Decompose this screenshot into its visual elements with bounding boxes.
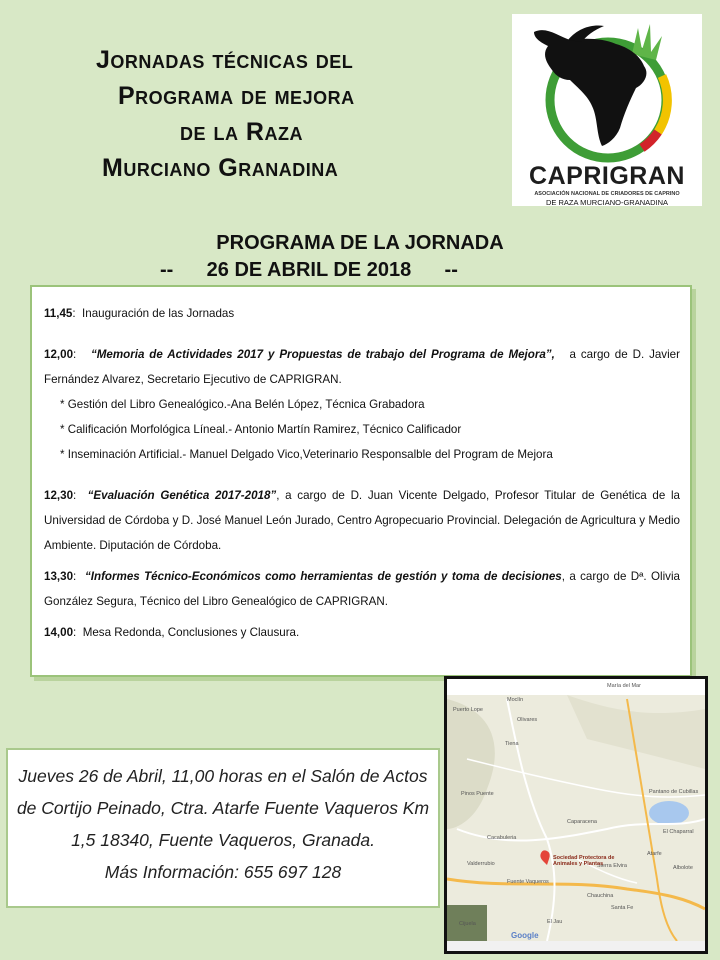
map-label: El Chaparral: [663, 829, 694, 835]
map-label: Valderrubio: [467, 861, 495, 867]
info-line: 1,5 18340, Fuente Vaqueros, Granada.: [71, 830, 375, 850]
logo-subtitle: ASOCIACIÓN NACIONAL DE CRIADORES DE CAPRINO: [534, 191, 680, 197]
map-label: Albolote: [673, 865, 693, 871]
event-location-info: [6, 748, 440, 908]
speaker-bullet: * Inseminación Artificial.- Manuel Delgado Vico,Veterinario Responsalble del Program de Mejora: [60, 448, 553, 461]
map-label: Santa Fe: [611, 905, 634, 911]
item-text: Inauguración de las Jornadas: [82, 307, 235, 320]
info-line: de Cortijo Peinado, Ctra. Atarfe Fuente Vaqueros Km: [16, 798, 430, 818]
map-label: El Jau: [547, 919, 563, 925]
title-line: de la Raza: [180, 118, 303, 146]
title-line: Programa de mejora: [118, 82, 355, 110]
caprigran-logo: [512, 14, 702, 206]
item-title: “Memoria de Actividades 2017 y Propuestas de trabajo del Programa de Mejora”,: [90, 348, 555, 361]
item-text: , a cargo de Dª. Olivia González Segura, Técnico del Libro Genealógico de CAPRIGRAN.: [44, 570, 681, 608]
title-line: Jornadas técnicas del: [96, 46, 354, 74]
schedule-item: 12,00: “Memoria de Actividades 2017 y Propuestas de trabajo del Programa de Mejora”, a cargo de D. Javier Fernández Alvarez, Secretario Ejecutivo de CAPRIGRAN.: [44, 348, 680, 386]
map-label: Atarfe: [647, 851, 662, 857]
event-title: [96, 42, 496, 186]
item-title: “Evaluación Genética 2017-2018”: [87, 489, 277, 502]
speaker-bullet: * Calificación Morfológica Líneal.- Antonio Martín Ramirez, Técnico Calificador: [60, 423, 462, 436]
schedule-item: 11,45: Inauguración de las Jornadas: [44, 307, 235, 320]
item-time: 12,00: [44, 348, 74, 361]
map-label: Olivares: [517, 717, 538, 723]
item-text: a cargo de D. Javier Fernández Alvarez, Secretario Ejecutivo de CAPRIGRAN.: [44, 348, 680, 386]
map-marker-label[interactable]: Sociedad Protectora de Animales y Plantas: [553, 855, 615, 867]
schedule-item: 14,00: Mesa Redonda, Conclusiones y Clausura.: [44, 626, 300, 639]
item-time: 11,45: [44, 307, 73, 320]
goat-logo-icon: [512, 14, 702, 164]
title-line: Murciano Granadina: [102, 154, 339, 182]
map-label: Cacabuleria: [487, 835, 517, 841]
map-toolbar: [447, 679, 705, 695]
program-title: PROGRAMA DE LA JORNADA: [216, 232, 504, 254]
logo-subtitle: DE RAZA MURCIANO-GRANADINA: [545, 198, 669, 207]
map-terrain: [447, 679, 705, 951]
item-text: , a cargo de D. Juan Vicente Delgado, Profesor Titular de Genética de la Universidad de Córdoba y D. José Manuel León Jurado, Centro Agropecuario Provincial. Delegación de Agricultura y Medio Ambiente. Diputación de Córdoba.: [44, 489, 680, 552]
map-label: Caparacena: [567, 819, 597, 825]
map-label: Puerto Lope: [453, 707, 483, 713]
item-text: Mesa Redonda, Conclusiones y Clausura.: [82, 626, 300, 639]
logo-name: CAPRIGRAN: [529, 162, 685, 190]
item-time: 12,30: [44, 489, 74, 502]
map-label: Chauchina: [587, 893, 614, 899]
location-map[interactable]: [444, 676, 708, 954]
item-title: “Informes Técnico-Económicos como herramientas de gestión y toma de decisiones: [84, 570, 562, 583]
map-label: Pantano de Cubillas: [649, 789, 699, 795]
item-time: 14,00: [44, 626, 74, 639]
map-label: Moclín: [507, 697, 524, 703]
map-label: Fuente Vaqueros: [507, 879, 549, 885]
map-label: Sierra Elvira: [597, 863, 627, 869]
map-label: Cijuela: [459, 921, 476, 927]
item-time: 13,30: [44, 570, 74, 583]
program-schedule: [30, 285, 692, 677]
program-date: -- 26 DE ABRIL DE 2018 --: [160, 259, 458, 281]
info-phone: Más Información: 655 697 128: [104, 862, 342, 882]
map-brand: Google: [511, 931, 539, 940]
map-label: Pinos Puente: [461, 791, 494, 797]
speaker-bullet: * Gestión del Libro Genealógico.-Ana Belén López, Técnica Grabadora: [60, 398, 425, 411]
schedule-item: 12,30: “Evaluación Genética 2017-2018”, a cargo de D. Juan Vicente Delgado, Profesor Titular de Genética de la Universidad de Córdoba y D. José Manuel León Jurado, Centro Agropecuario Provincial. Delegación de Agricultura y Medio Ambiente. Diputación de Córdoba.: [44, 489, 680, 552]
info-line: Jueves 26 de Abril, 11,00 horas en el Salón de Actos: [18, 766, 428, 786]
map-footer: [447, 941, 705, 951]
map-label: Tiena: [505, 741, 519, 747]
map-label: María del Mar: [607, 683, 641, 689]
schedule-item: 13,30: “Informes Técnico-Económicos como herramientas de gestión y toma de decisiones, a cargo de Dª. Olivia González Segura, Técnico del Libro Genealógico de CAPRIGRAN.: [44, 570, 681, 608]
